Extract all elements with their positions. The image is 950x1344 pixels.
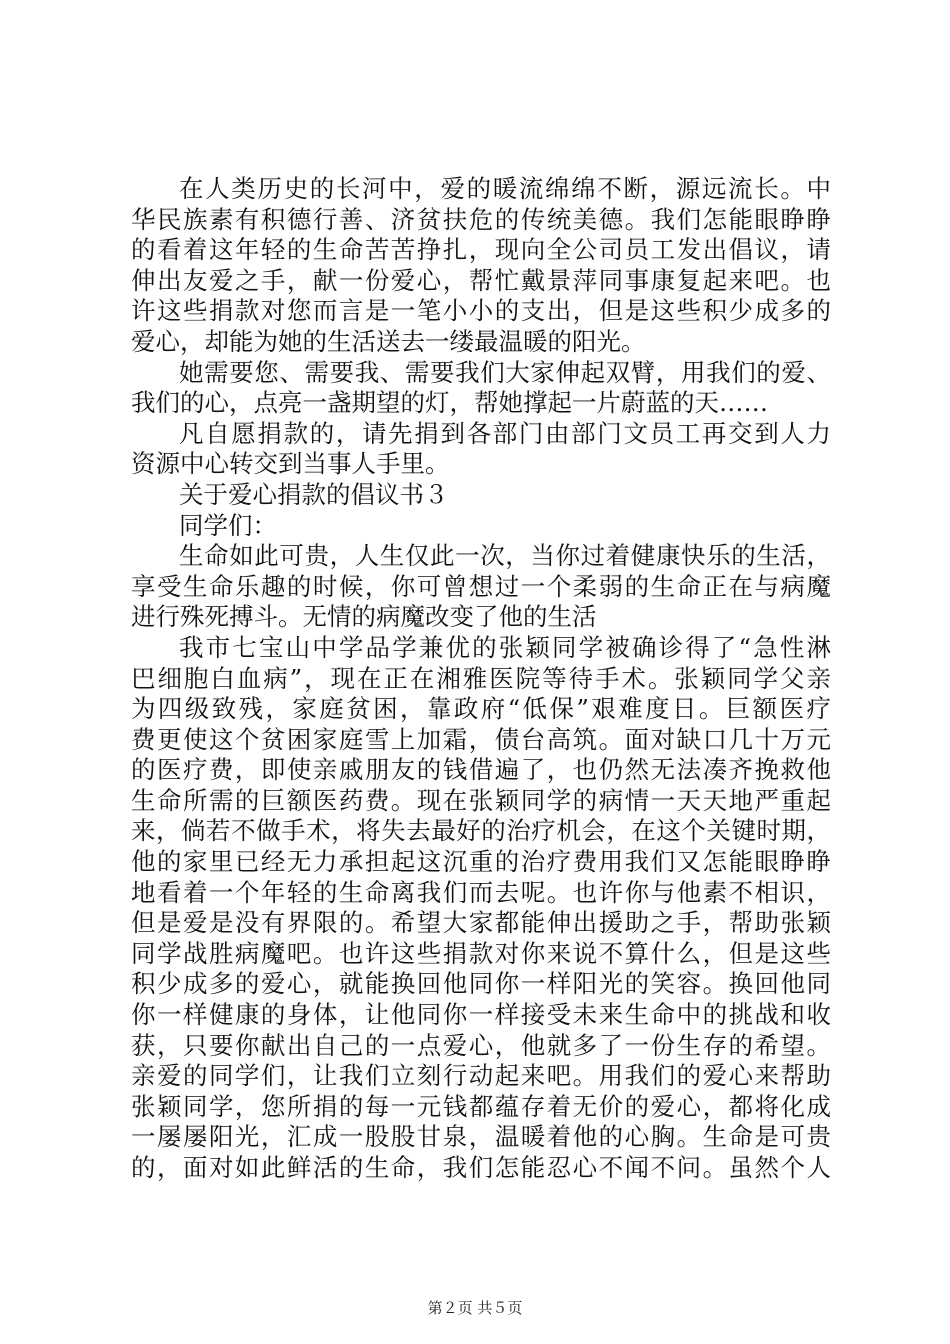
text-line: 凡自愿捐款的，请先捐到各部门由部门文员工再交到人力: [179, 418, 831, 448]
page-indicator: 第２页 共５页: [427, 1299, 523, 1317]
text-line: 的，面对如此鲜活的生命，我们怎能忍心不闻不问。虽然个人: [131, 1153, 831, 1182]
text-line: 进行殊死搏斗。无情的病魔改变了他的生活: [131, 602, 597, 632]
text-line: 享受生命乐趣的时候，你可曾想过一个柔弱的生命正在与病魔: [131, 571, 831, 601]
text-line: 同学战胜病魔吧。也许这些捐款对你来说不算什么，但是这些: [131, 938, 831, 968]
paragraph: [131, 419, 831, 480]
text-line: 许这些捐款对您而言是一笔小小的支出，但是这些积少成多的: [131, 296, 831, 326]
text-line: 一屡屡阳光，汇成一股股甘泉，温暖着他的心胸。生命是可贵: [131, 1122, 831, 1152]
text-line: 来，倘若不做手术，将失去最好的治疗机会，在这个关键时期，: [131, 816, 831, 846]
text-line: 我市七宝山中学品学兼优的张颖同学被确诊得了“急性淋: [179, 632, 831, 662]
text-line: 生命所需的巨额医药费。现在张颖同学的病情一天天地严重起: [131, 785, 831, 815]
text-line: 爱心，却能为她的生活送去一缕最温暖的阳光。: [131, 326, 646, 356]
paragraph: [131, 358, 831, 419]
text-line: 她需要您、需要我、需要我们大家伸起双臂，用我们的爱、: [179, 357, 831, 387]
paragraph: [131, 174, 831, 358]
text-line: 在人类历史的长河中，爱的暖流绵绵不断，源远流长。中: [179, 174, 831, 203]
text-line: 的看着这年轻的生命苦苦挣扎，现向全公司员工发出倡议，请: [131, 235, 831, 265]
document-body: [131, 174, 831, 1184]
text-line: 伸出友爱之手，献一份爱心，帮忙戴景萍同事康复起来吧。也: [131, 265, 831, 295]
text-line: 为四级致残，家庭贫困，靠政府“低保”艰难度日。巨额医疗: [131, 694, 831, 724]
section-heading: 关于爱心捐款的倡议书３: [179, 479, 449, 509]
page-footer: [0, 1297, 950, 1318]
text-line: 巴细胞白血病”，现在正在湘雅医院等待手术。张颖同学父亲: [131, 663, 831, 693]
text-line: 费更使这个贫困家庭雪上加霜，债台高筑。面对缺口几十万元: [131, 724, 831, 754]
text-line: 我们的心，点亮一盏期望的灯，帮她撑起一片蔚蓝的天……: [131, 388, 768, 418]
text-line: 华民族素有积德行善、济贫扶危的传统美德。我们怎能眼睁睁: [131, 204, 831, 234]
text-line: 但是爱是没有界限的。希望大家都能伸出援助之手，帮助张颖: [131, 908, 831, 938]
text-line: 你一样健康的身体，让他同你一样接受未来生命中的挑战和收: [131, 1000, 831, 1030]
paragraph: [131, 633, 831, 1184]
text-line: 他的家里已经无力承担起这沉重的治疗费用我们又怎能眼睁睁: [131, 847, 831, 877]
text-line: 资源中心转交到当事人手里。: [131, 449, 450, 479]
text-line: 地看着一个年轻的生命离我们而去呢。也许你与他素不相识，: [131, 877, 831, 907]
text-line: 张颖同学，您所捐的每一元钱都蕴存着无价的爱心，都将化成: [131, 1091, 831, 1121]
text-line: 生命如此可贵，人生仅此一次，当你过着健康快乐的生活，: [179, 541, 831, 571]
text-line: 积少成多的爱心，就能换回他同你一样阳光的笑容。换回他同: [131, 969, 831, 999]
salutation: 同学们：: [179, 510, 277, 540]
text-line: 亲爱的同学们，让我们立刻行动起来吧。用我们的爱心来帮助: [131, 1061, 831, 1091]
text-line: 获，只要你献出自己的一点爱心，他就多了一份生存的希望。: [131, 1030, 831, 1060]
paragraph: [131, 541, 831, 633]
text-line: 的医疗费，即使亲戚朋友的钱借遍了，也仍然无法凑齐挽救他: [131, 755, 831, 785]
